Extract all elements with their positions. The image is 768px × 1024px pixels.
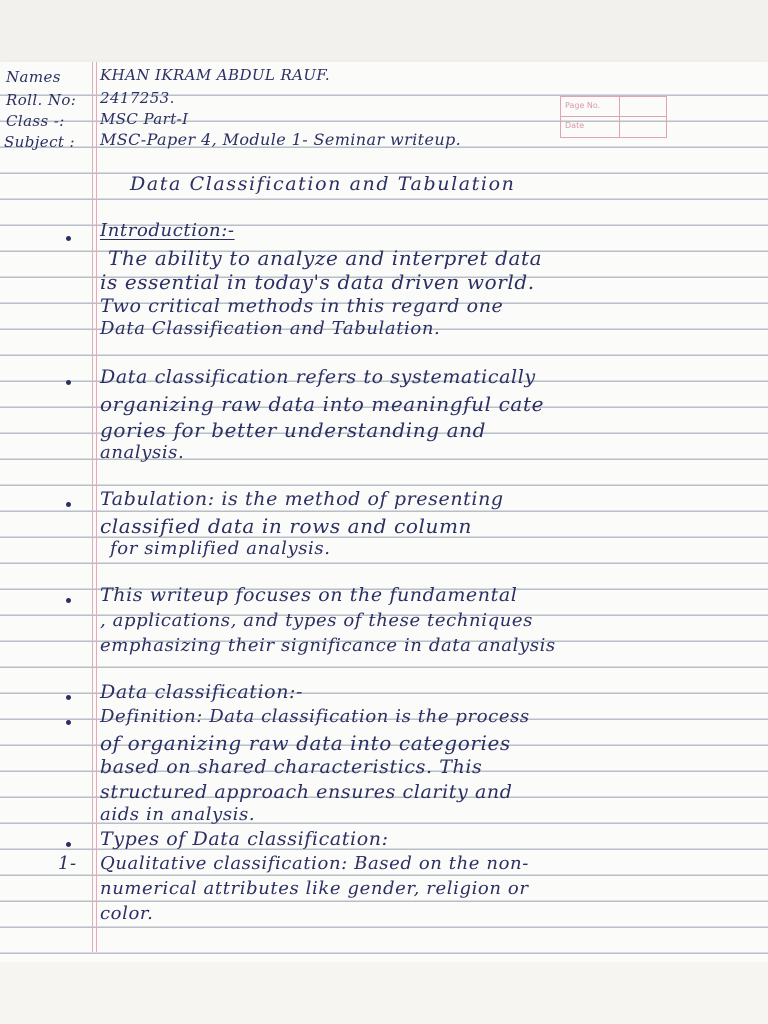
- text-line: aids in analysis.: [100, 804, 256, 825]
- introduction-heading: Introduction:-: [100, 220, 235, 241]
- text-line: Two critical methods in this regard one: [100, 295, 504, 317]
- text-line: analysis.: [100, 442, 185, 463]
- bullet: [66, 720, 71, 725]
- text-line: color.: [100, 903, 154, 924]
- text-line: for simplified analysis.: [110, 538, 331, 559]
- date-label: Date: [565, 121, 585, 130]
- subject-value: MSC-Paper 4, Module 1- Seminar writeup.: [100, 130, 462, 149]
- bullet: [66, 842, 71, 847]
- name-value: KHAN IKRAM ABDUL RAUF.: [100, 66, 331, 84]
- notebook-page: [0, 62, 768, 962]
- text-line: Tabulation: is the method of presenting: [100, 488, 504, 510]
- text-line: The ability to analyze and interpret data: [108, 246, 543, 270]
- class-label: Class -:: [6, 112, 65, 130]
- name-label: Names: [6, 68, 61, 86]
- page-bottom-area: [0, 962, 768, 1024]
- text-line: , applications, and types of these techniques: [100, 610, 533, 631]
- text-line: of organizing raw data into categories: [100, 731, 511, 755]
- page-number-box: [560, 96, 667, 138]
- text-line: based on shared characteristics. This: [100, 756, 483, 778]
- page-title: Data Classification and Tabulation: [130, 173, 516, 195]
- text-line: Data Classification and Tabulation.: [100, 318, 441, 339]
- bullet: [66, 502, 71, 507]
- text-line: classified data in rows and column: [100, 514, 472, 538]
- text-line: emphasizing their significance in data analysis: [100, 635, 556, 656]
- text-line: structured approach ensures clarity and: [100, 781, 513, 803]
- section-heading: Types of Data classification:: [100, 828, 389, 850]
- text-line: Qualitative classification: Based on the non-: [100, 853, 529, 874]
- text-line: is essential in today's data driven world.: [100, 270, 535, 294]
- list-marker: 1-: [58, 853, 77, 874]
- section-heading: Data classification:-: [100, 681, 304, 703]
- bullet: [66, 236, 71, 241]
- roll-label: Roll. No:: [6, 91, 77, 109]
- text-line: organizing raw data into meaningful cate: [100, 392, 545, 416]
- margin-line-left: [92, 62, 93, 952]
- class-value: MSC Part-I: [100, 110, 189, 128]
- text-line: gories for better understanding and: [100, 418, 486, 442]
- text-line: Definition: Data classification is the process: [100, 706, 530, 727]
- text-line: numerical attributes like gender, religion or: [100, 878, 529, 899]
- bullet: [66, 695, 71, 700]
- text-line: Data classification refers to systematically: [100, 366, 536, 388]
- bullet: [66, 380, 71, 385]
- subject-label: Subject :: [4, 133, 75, 151]
- bullet: [66, 598, 71, 603]
- page-no-label: Page No.: [565, 101, 601, 110]
- text-line: This writeup focuses on the fundamental: [100, 584, 518, 606]
- roll-value: 2417253.: [100, 89, 175, 107]
- margin-line-left-double: [96, 62, 97, 952]
